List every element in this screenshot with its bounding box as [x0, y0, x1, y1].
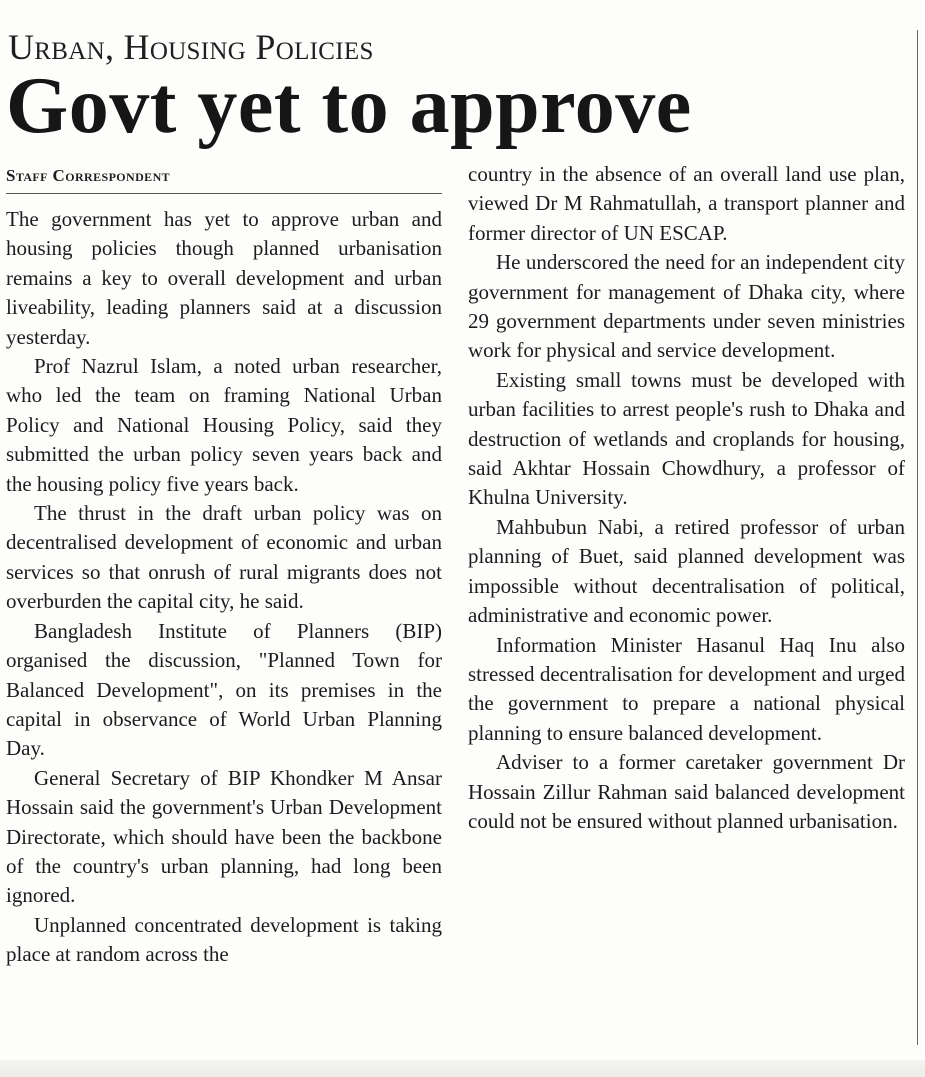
paragraph: Bangladesh Institute of Planners (BIP) organised the discussion, "Planned Town for Balanced Development", on its premises in the capital in observance of World Urban Planning Day.: [6, 618, 442, 761]
paragraph: The thrust in the draft urban policy was on decentralised development of economic and urban services so that onrush of rural migrants does not overburden the capital city, he said.: [6, 501, 442, 614]
paragraph: Mahbubun Nabi, a retired professor of urban planning of Buet, said planned development was impossible without decentralisation of political, administrative and economic power.: [468, 514, 905, 628]
column-divider: [917, 30, 918, 1045]
article-headline: Govt yet to approve: [6, 62, 692, 150]
paragraph: Existing small towns must be developed with urban facilities to arrest people's rush to Dhaka and destruction of wetlands and croplands for housing, said Akhtar Hossain Chowdhury, a professor of Khulna University.: [468, 367, 905, 510]
article-byline: Staff Correspondent: [6, 166, 442, 194]
paragraph: He underscored the need for an independent city government for management of Dhaka city, where 29 government departments under seven ministries work for physical and service development.: [468, 250, 905, 363]
article-kicker: Urban, Housing Policies: [8, 27, 374, 67]
page-edge: [0, 1060, 925, 1077]
article-column-1: [6, 205, 442, 970]
paragraph: Information Minister Hasanul Haq Inu also stressed decentralisation for development and urged the government to prepare a national physical planning to ensure balanced development.: [468, 632, 905, 745]
article-column-2: [468, 160, 905, 836]
paragraph: The government has yet to approve urban and housing policies though planned urbanisation remains a key to overall development and urban liveability, leading planners said at a discussion yesterday.: [6, 207, 442, 349]
paragraph: Prof Nazrul Islam, a noted urban researcher, who led the team on framing National Urban Policy and National Housing Policy, said they submitted the urban policy seven years back and the housing policy five years back.: [6, 354, 442, 496]
paragraph: country in the absence of an overall land use plan, viewed Dr M Rahmatullah, a transport planner and former director of UN ESCAP.: [468, 162, 905, 245]
paragraph: Adviser to a former caretaker government Dr Hossain Zillur Rahman said balanced development could not be ensured without planned urbanisation.: [468, 750, 905, 833]
paragraph: Unplanned concentrated development is taking place at random across the: [6, 912, 442, 967]
paragraph: General Secretary of BIP Khondker M Ansar Hossain said the government's Urban Development Directorate, which should have been the backbone of the country's urban planning, had long been ignored.: [6, 765, 442, 908]
